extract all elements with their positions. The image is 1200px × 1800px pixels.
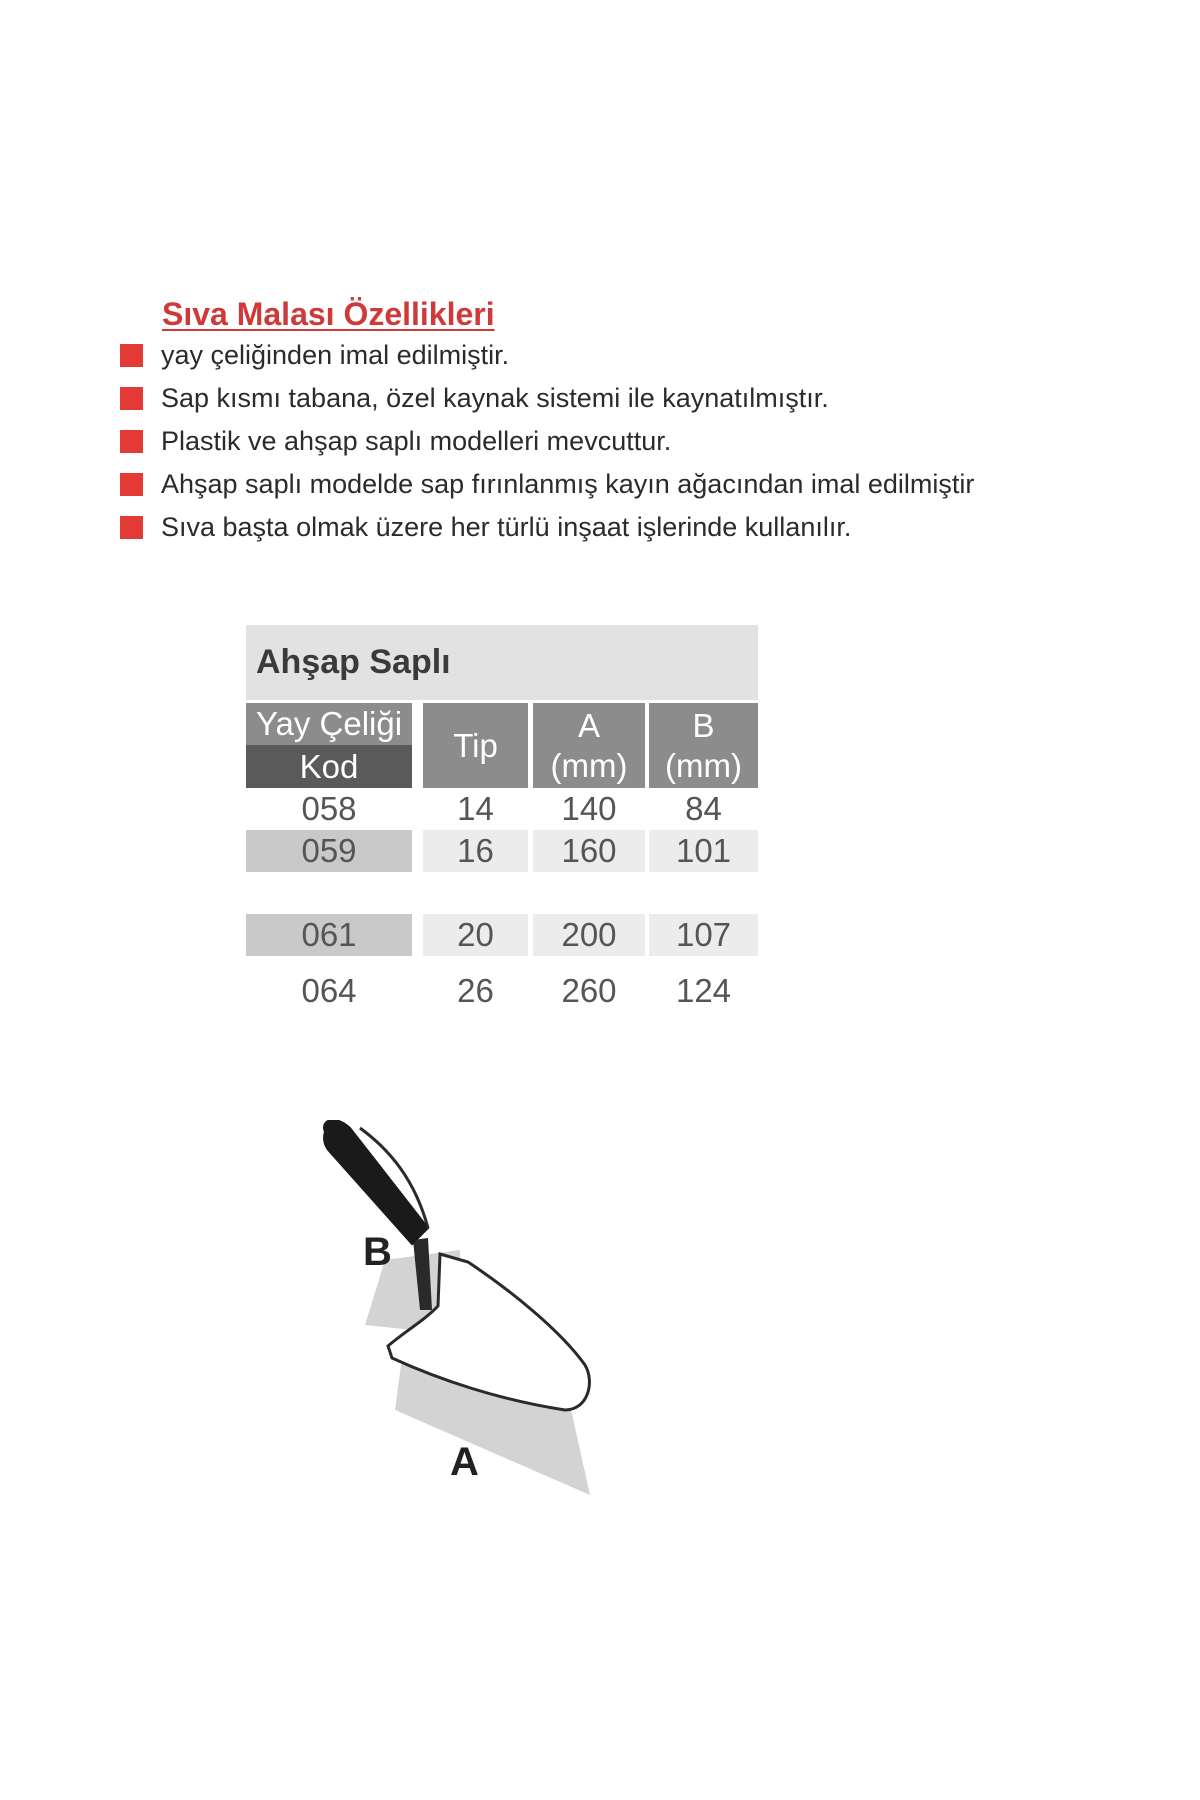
cell-tip: 20 — [423, 914, 528, 956]
diagram-label-b: B — [363, 1230, 392, 1274]
cell-a: 200 — [533, 914, 645, 956]
feature-item — [120, 334, 974, 377]
table-row — [246, 914, 758, 956]
cell-kod: 061 — [246, 914, 412, 956]
header-tip: Tip — [423, 703, 528, 788]
bullet-square-icon — [120, 516, 143, 539]
trowel-handle — [324, 1120, 428, 1244]
trowel-diagram — [320, 1120, 680, 1510]
feature-text: Sıva başta olmak üzere her türlü inşaat işlerinde kullanılır. — [161, 512, 852, 542]
feature-text: Ahşap saplı modelde sap fırınlanmış kayın ağacından imal edilmiştir — [161, 469, 975, 499]
header-b-bottom: (mm) — [665, 746, 742, 784]
feature-text: Sap kısmı tabana, özel kaynak sistemi ile kaynatılmıştır. — [161, 383, 829, 413]
cell-kod: 058 — [301, 790, 357, 827]
header-kod — [246, 703, 412, 788]
feature-item — [120, 420, 974, 463]
cell-kod: 059 — [246, 830, 412, 872]
header-kod-bottom: Kod — [246, 745, 412, 788]
table-header-row — [246, 703, 758, 788]
cell-kod: 064 — [301, 972, 357, 1009]
cell-b: 84 — [685, 790, 722, 827]
cell-tip: 16 — [423, 830, 528, 872]
spec-table — [246, 625, 758, 1012]
header-kod-top: Yay Çeliği — [246, 703, 412, 745]
header-a-bottom: (mm) — [550, 746, 628, 784]
header-a — [533, 703, 645, 788]
bullet-square-icon — [120, 430, 143, 453]
header-b-top: B — [692, 706, 715, 744]
header-a-top: A — [577, 706, 600, 744]
cell-a: 260 — [561, 972, 617, 1009]
feature-item — [120, 506, 974, 549]
diagram-label-a: A — [450, 1440, 479, 1484]
feature-item — [120, 377, 974, 420]
bullet-square-icon — [120, 473, 143, 496]
feature-item — [120, 463, 974, 506]
cell-tip: 26 — [457, 972, 494, 1009]
cell-b: 124 — [675, 972, 732, 1009]
features-list — [120, 334, 974, 549]
table-title: Ahşap Saplı — [246, 625, 758, 700]
bullet-square-icon — [120, 344, 143, 367]
cell-tip: 14 — [457, 790, 494, 827]
features-title: Sıva Malası Özellikleri — [162, 296, 495, 332]
cell-b: 107 — [649, 914, 758, 956]
table-row — [246, 970, 758, 1012]
header-b — [649, 703, 758, 788]
cell-b: 101 — [649, 830, 758, 872]
cell-a: 160 — [533, 830, 645, 872]
table-row — [246, 830, 758, 872]
feature-text: yay çeliğinden imal edilmiştir. — [161, 340, 510, 370]
bullet-square-icon — [120, 387, 143, 410]
feature-text: Plastik ve ahşap saplı modelleri mevcuttur. — [161, 426, 672, 456]
cell-a: 140 — [561, 790, 617, 827]
table-row — [246, 788, 758, 830]
